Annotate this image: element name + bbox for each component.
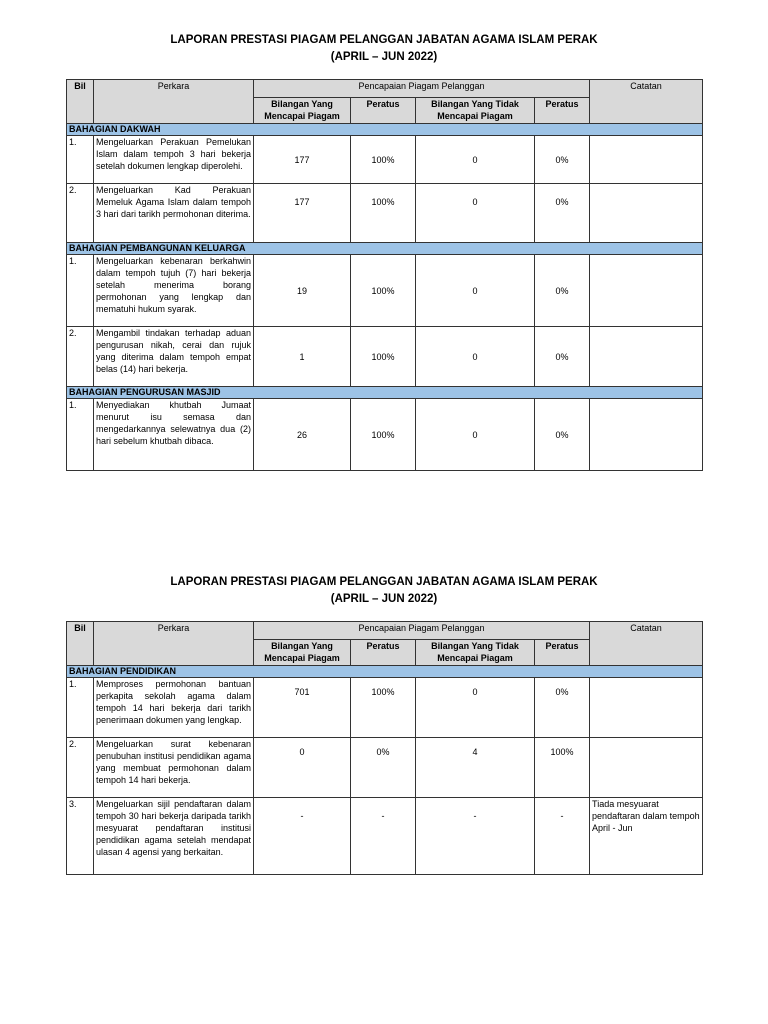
report-2 xyxy=(66,574,702,875)
cell-perkara: Memproses permohonan bantuan perkapita sekolah agama dalam tempoh 14 hari bekerja dari tarikh penerimaan dokumen yang lengkap. xyxy=(94,678,254,738)
cell-peratus: 100% xyxy=(351,136,416,184)
header-peratus: Peratus xyxy=(535,98,590,124)
header-peratus: Peratus xyxy=(351,640,416,666)
cell-tidak: 0 xyxy=(416,399,535,471)
cell-mencapai: 177 xyxy=(254,184,351,243)
cell-catatan xyxy=(590,255,703,327)
cell-peratus: 0% xyxy=(535,255,590,327)
cell-mencapai: 701 xyxy=(254,678,351,738)
cell-mencapai: 26 xyxy=(254,399,351,471)
cell-perkara: Mengeluarkan sijil pendaftaran dalam tempoh 30 hari bekerja daripada tarikh mesyuarat pendaftaran institusi pendidikan agama setelah mendapat ulasan 4 agensi yang berkaitan. xyxy=(94,798,254,875)
cell-catatan xyxy=(590,327,703,387)
table-row xyxy=(67,678,703,738)
header-perkara: Perkara xyxy=(94,622,254,666)
cell-catatan xyxy=(590,738,703,798)
cell-mencapai: 177 xyxy=(254,136,351,184)
section-row xyxy=(67,387,703,399)
header-bil: Bil xyxy=(67,622,94,666)
cell-catatan xyxy=(590,399,703,471)
cell-tidak: 0 xyxy=(416,327,535,387)
cell-peratus: 0% xyxy=(535,184,590,243)
cell-peratus: 0% xyxy=(535,327,590,387)
cell-tidak: 0 xyxy=(416,255,535,327)
report-title-block xyxy=(66,32,702,79)
cell-bil: 3. xyxy=(67,798,94,875)
report-period: (APRIL – JUN 2022) xyxy=(330,51,438,63)
table-row xyxy=(67,399,703,471)
header-peratus: Peratus xyxy=(351,98,416,124)
report-1 xyxy=(66,32,702,471)
cell-mencapai: 19 xyxy=(254,255,351,327)
cell-tidak: 0 xyxy=(416,136,535,184)
report-table xyxy=(66,79,703,471)
header-peratus: Peratus xyxy=(535,640,590,666)
cell-peratus: 0% xyxy=(351,738,416,798)
report-period: (APRIL – JUN 2022) xyxy=(330,593,438,605)
cell-peratus: 100% xyxy=(351,678,416,738)
header-bilangan-tidak: Bilangan Yang Tidak Mencapai Piagam xyxy=(416,640,535,666)
cell-tidak: 0 xyxy=(416,678,535,738)
cell-mencapai: 1 xyxy=(254,327,351,387)
cell-mencapai: 0 xyxy=(254,738,351,798)
header-bilangan-mencapai: Bilangan Yang Mencapai Piagam xyxy=(254,98,351,124)
cell-peratus: - xyxy=(351,798,416,875)
report-title: LAPORAN PRESTASI PIAGAM PELANGGAN JABATAN AGAMA ISLAM PERAK xyxy=(170,576,598,588)
table-row xyxy=(67,184,703,243)
header-perkara: Perkara xyxy=(94,80,254,124)
cell-catatan xyxy=(590,184,703,243)
report-table xyxy=(66,621,703,875)
table-row xyxy=(67,136,703,184)
cell-tidak: 4 xyxy=(416,738,535,798)
cell-peratus: 0% xyxy=(535,678,590,738)
cell-peratus: 0% xyxy=(535,399,590,471)
cell-bil: 2. xyxy=(67,738,94,798)
section-title: BAHAGIAN PEMBANGUNAN KELUARGA xyxy=(67,243,703,255)
cell-peratus: - xyxy=(535,798,590,875)
cell-bil: 2. xyxy=(67,184,94,243)
cell-perkara: Menyediakan khutbah Jumaat menurut isu semasa dan mengedarkannya selewatnya dua (2) hari sebelum khutbah dibaca. xyxy=(94,399,254,471)
cell-perkara: Mengambil tindakan terhadap aduan pengurusan nikah, cerai dan rujuk yang diterima dalam tempoh empat belas (14) hari bekerja. xyxy=(94,327,254,387)
cell-bil: 1. xyxy=(67,136,94,184)
cell-tidak: - xyxy=(416,798,535,875)
cell-peratus: 100% xyxy=(351,399,416,471)
cell-catatan xyxy=(590,136,703,184)
cell-peratus: 100% xyxy=(535,738,590,798)
cell-bil: 1. xyxy=(67,255,94,327)
table-row xyxy=(67,738,703,798)
header-pencapaian: Pencapaian Piagam Pelanggan xyxy=(254,80,590,98)
cell-bil: 1. xyxy=(67,399,94,471)
cell-peratus: 100% xyxy=(351,327,416,387)
section-title: BAHAGIAN PENGURUSAN MASJID xyxy=(67,387,703,399)
cell-peratus: 0% xyxy=(535,136,590,184)
section-row xyxy=(67,666,703,678)
cell-tidak: 0 xyxy=(416,184,535,243)
cell-catatan: Tiada mesyuarat pendaftaran dalam tempoh April - Jun xyxy=(590,798,703,875)
header-bilangan-tidak: Bilangan Yang Tidak Mencapai Piagam xyxy=(416,98,535,124)
table-row xyxy=(67,798,703,875)
table-row xyxy=(67,255,703,327)
cell-catatan xyxy=(590,678,703,738)
header-pencapaian: Pencapaian Piagam Pelanggan xyxy=(254,622,590,640)
header-catatan: Catatan xyxy=(590,80,703,124)
cell-bil: 1. xyxy=(67,678,94,738)
report-title: LAPORAN PRESTASI PIAGAM PELANGGAN JABATAN AGAMA ISLAM PERAK xyxy=(170,34,598,46)
cell-perkara: Mengeluarkan kebenaran berkahwin dalam tempoh tujuh (7) hari bekerja setelah menerima borang permohonan yang lengkap dan mematuhi hukum syarak. xyxy=(94,255,254,327)
section-row xyxy=(67,124,703,136)
header-bil: Bil xyxy=(67,80,94,124)
header-catatan: Catatan xyxy=(590,622,703,666)
section-row xyxy=(67,243,703,255)
cell-perkara: Mengeluarkan Kad Perakuan Memeluk Agama Islam dalam tempoh 3 hari dari tarikh permohonan diterima. xyxy=(94,184,254,243)
section-title: BAHAGIAN PENDIDIKAN xyxy=(67,666,703,678)
header-bilangan-mencapai: Bilangan Yang Mencapai Piagam xyxy=(254,640,351,666)
table-row xyxy=(67,327,703,387)
cell-perkara: Mengeluarkan surat kebenaran penubuhan institusi pendidikan agama yang membuat permohonan dalam tempoh 14 hari bekerja. xyxy=(94,738,254,798)
cell-peratus: 100% xyxy=(351,184,416,243)
section-title: BAHAGIAN DAKWAH xyxy=(67,124,703,136)
cell-mencapai: - xyxy=(254,798,351,875)
cell-bil: 2. xyxy=(67,327,94,387)
cell-peratus: 100% xyxy=(351,255,416,327)
report-title-block xyxy=(66,574,702,621)
cell-perkara: Mengeluarkan Perakuan Pemelukan Islam dalam tempoh 3 hari bekerja setelah dokumen lengkap diperolehi. xyxy=(94,136,254,184)
